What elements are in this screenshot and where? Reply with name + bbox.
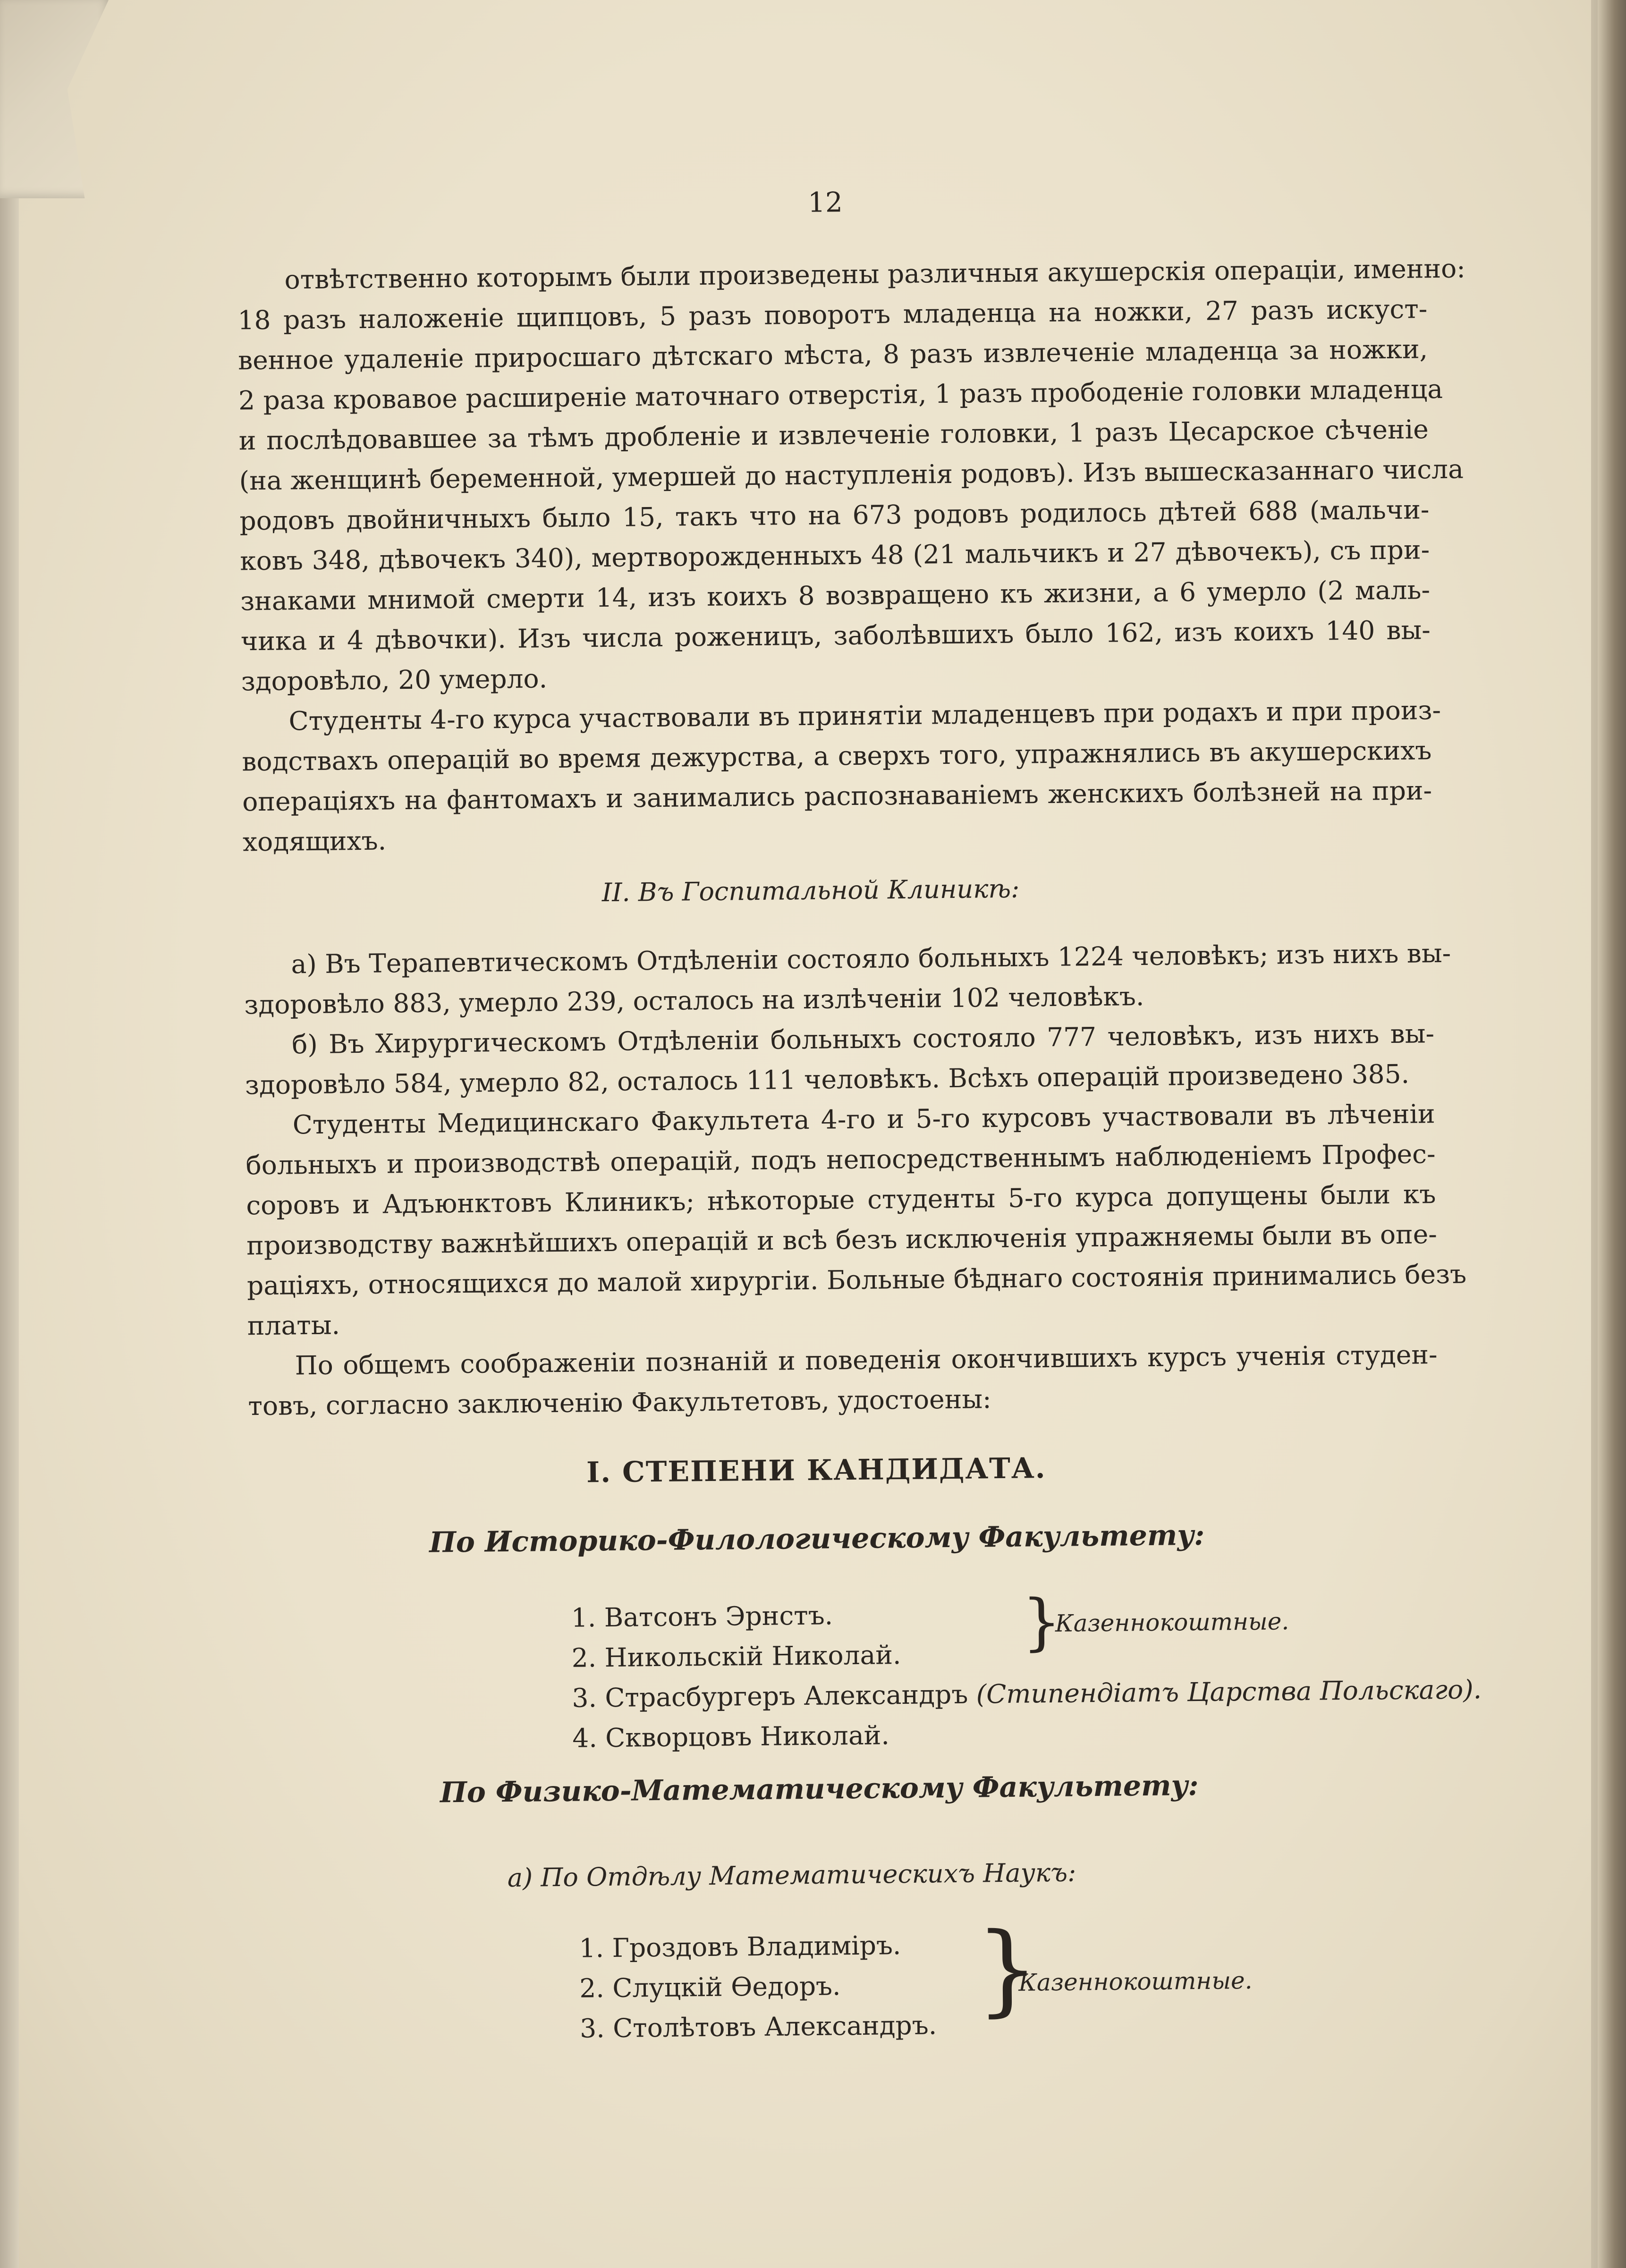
text-line: По общемъ соображеніи познаній и поведенія окончившихъ курсъ ученія студен-	[295, 1339, 1438, 1381]
text-line: водствахъ операцій во время дежурства, а сверхъ того, упражнялись въ акушерскихъ	[242, 735, 1432, 777]
stipend-note: (Стипендіатъ Царства Польскаго).	[976, 1674, 1482, 1709]
text-line: отвѣтственно которымъ были произведены различныя акушерскія операціи, именно:	[284, 253, 1466, 295]
page-number: 12	[807, 186, 843, 219]
text-line: раціяхъ, относящихся до малой хирургіи. Больные бѣднаго состоянія принимались безъ	[246, 1259, 1467, 1301]
text-line: соровъ и Адъюнктовъ Клиникъ; нѣкоторые студенты 5-го курса допущены были къ	[246, 1179, 1436, 1221]
text-line: Студенты Медицинскаго Факультета 4-го и 5-го курсовъ участвовали въ лѣченіи	[292, 1099, 1435, 1140]
brace-icon: }	[975, 1911, 1040, 2027]
text-line: здоровѣло 883, умерло 239, осталось на излѣченіи 102 человѣкъ.	[244, 981, 1144, 1020]
text-line: Студенты 4-го курса участвовали въ принятіи младенцевъ при родахъ и при произ-	[288, 694, 1441, 736]
list-item: 1. Гроздовъ Владиміръ.	[579, 1930, 901, 1963]
text-line: венное удаленіе приросшаго дѣтскаго мѣста, 8 разъ извлеченіе младенца за ножки,	[237, 334, 1428, 376]
text-line: (на женщинѣ беременной, умершей до наступленія родовъ). Изъ вышесказаннаго числа	[239, 454, 1464, 496]
brace-icon: }	[1022, 1585, 1062, 1658]
text-line: 2 раза кровавое расширеніе маточнаго отверстія, 1 разъ прободеніе головки младенца	[238, 373, 1443, 416]
degree-heading: I. СТЕПЕНИ КАНДИДАТА.	[586, 1452, 1046, 1489]
text-line: операціяхъ на фантомахъ и занимались распознаваніемъ женскихъ болѣзней на при-	[242, 775, 1432, 817]
hospital-heading: II. Въ Госпитальной Клиникѣ:	[601, 873, 1020, 908]
list-item: 1. Ватсонъ Эрнстъ.	[571, 1600, 833, 1633]
brace-note: Казеннокоштные.	[1055, 1608, 1289, 1637]
text-line: товъ, согласно заключенію Факультетовъ, удостоены:	[248, 1384, 991, 1422]
text-line: а) Въ Терапевтическомъ Отдѣленіи состояло больныхъ 1224 человѣкъ; изъ нихъ вы-	[291, 938, 1451, 980]
faculty1-heading: По Историко-Филологическому Факультету:	[429, 1518, 1205, 1559]
text-line: ходящихъ.	[242, 825, 387, 857]
text-line: здоровѣло 584, умерло 82, осталось 111 человѣкъ. Всѣхъ операцій произведено 385.	[245, 1058, 1410, 1100]
list-item: 2. Слуцкій Ѳедоръ.	[579, 1971, 841, 2004]
brace-note: Казеннокоштные.	[1018, 1966, 1253, 1997]
list-item: 4. Скворцовъ Николай.	[572, 1720, 890, 1753]
text-line: платы.	[247, 1310, 340, 1341]
list-item: 3. Столѣтовъ Александръ.	[579, 2010, 937, 2044]
text-line: и послѣдовавшее за тѣмъ дробленіе и извлеченіе головки, 1 разъ Цесарское сѣченіе	[238, 414, 1429, 456]
text-line: ковъ 348, дѣвочекъ 340), мертворожденныхъ 48 (21 мальчикъ и 27 дѣвочекъ), съ при-	[240, 534, 1430, 576]
text-line: 18 разъ наложеніе щипцовъ, 5 разъ поворотъ младенца на ножки, 27 разъ искуст-	[237, 294, 1428, 336]
text-line: б) Въ Хирургическомъ Отдѣленіи больныхъ состояло 777 человѣкъ, изъ нихъ вы-	[291, 1018, 1435, 1060]
list-item	[572, 1674, 1482, 1713]
text-line: здоровѣло, 20 умерло.	[241, 663, 548, 697]
list-item: 2. Никольскій Николай.	[571, 1640, 901, 1673]
text-line: знаками мнимой смерти 14, изъ коихъ 8 возвращено къ жизни, а 6 умерло (2 маль-	[240, 575, 1431, 617]
faculty2-subheading: а) По Отдѣлу Математическихъ Наукъ:	[507, 1857, 1076, 1893]
faculty2-heading: По Физико-Математическому Факультету:	[440, 1769, 1199, 1810]
text-line: чика и 4 дѣвочки). Изъ числа роженицъ, заболѣвшихъ было 162, изъ коихъ 140 вы-	[240, 615, 1431, 657]
text-line: больныхъ и производствѣ операцій, подъ непосредственнымъ наблюденіемъ Профес-	[246, 1139, 1436, 1181]
list-item-name: 3. Страсбургеръ Александръ	[572, 1679, 968, 1713]
text-line: производству важнѣйшихъ операцій и всѣ безъ исключенія упражняемы были въ опе-	[246, 1219, 1438, 1261]
text-line: родовъ двойничныхъ было 15, такъ что на 673 родовъ родилось дѣтей 688 (мальчи-	[239, 494, 1430, 536]
